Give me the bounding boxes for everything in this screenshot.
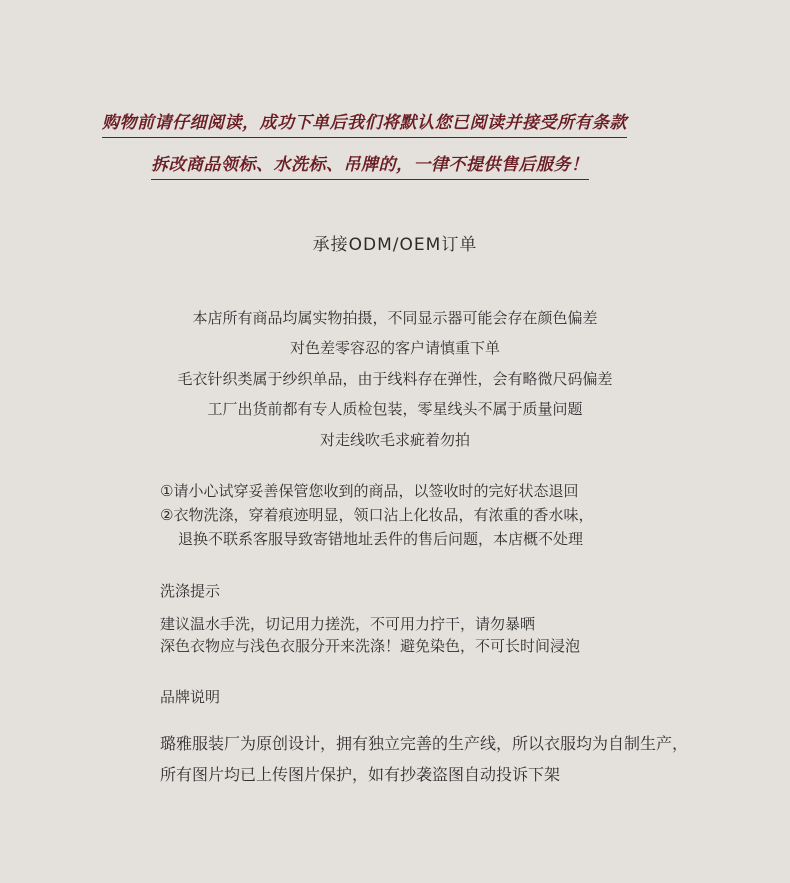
return-policy-line: ②衣物洗涤，穿着痕迹明显，领口沾上化妆品，有浓重的香水味， — [160, 506, 594, 524]
washing-line: 深色衣物应与浅色衣服分开来洗涤！避免染色，不可长时间浸泡 — [160, 637, 581, 655]
odm-oem-title: 承接ODM/OEM订单 — [312, 235, 478, 255]
disclaimer-line: 本店所有商品均属实物拍摄，不同显示器可能会存在颜色偏差 — [192, 309, 598, 327]
disclaimer-line: 对色差零容忍的客户请慎重下单 — [289, 339, 500, 357]
return-policy-line: ①请小心试穿妥善保管您收到的商品，以签收时的完好状态退回 — [160, 482, 579, 500]
washing-title: 洗涤提示 — [160, 582, 221, 600]
return-policy-line: 退换不联系客服导致寄错地址丢件的售后问题，本店概不处理 — [178, 530, 584, 548]
after-sales-notice: 拆改商品领标、水洗标、吊牌的，一律不提供售后服务！ — [151, 157, 589, 180]
brand-title: 品牌说明 — [160, 688, 221, 706]
disclaimer-line: 对走线吹毛求疵着勿拍 — [319, 431, 470, 449]
purchase-notice: 购物前请仔细阅读，成功下单后我们将默认您已阅读并接受所有条款 — [102, 115, 627, 138]
washing-line: 建议温水手洗，切记用力搓洗，不可用力拧干，请勿暴晒 — [160, 615, 536, 633]
brand-line: 所有图片均已上传图片保护，如有抄袭盗图自动投诉下架 — [160, 765, 561, 784]
disclaimer-line: 毛衣针织类属于纱织单品，由于线料存在弹性，会有略微尺码偏差 — [177, 370, 613, 388]
brand-line: 璐雅服装厂为原创设计，拥有独立完善的生产线，所以衣服均为自制生产， — [160, 734, 689, 753]
disclaimer-line: 工厂出货前都有专人质检包装，零星线头不属于质量问题 — [207, 400, 583, 418]
